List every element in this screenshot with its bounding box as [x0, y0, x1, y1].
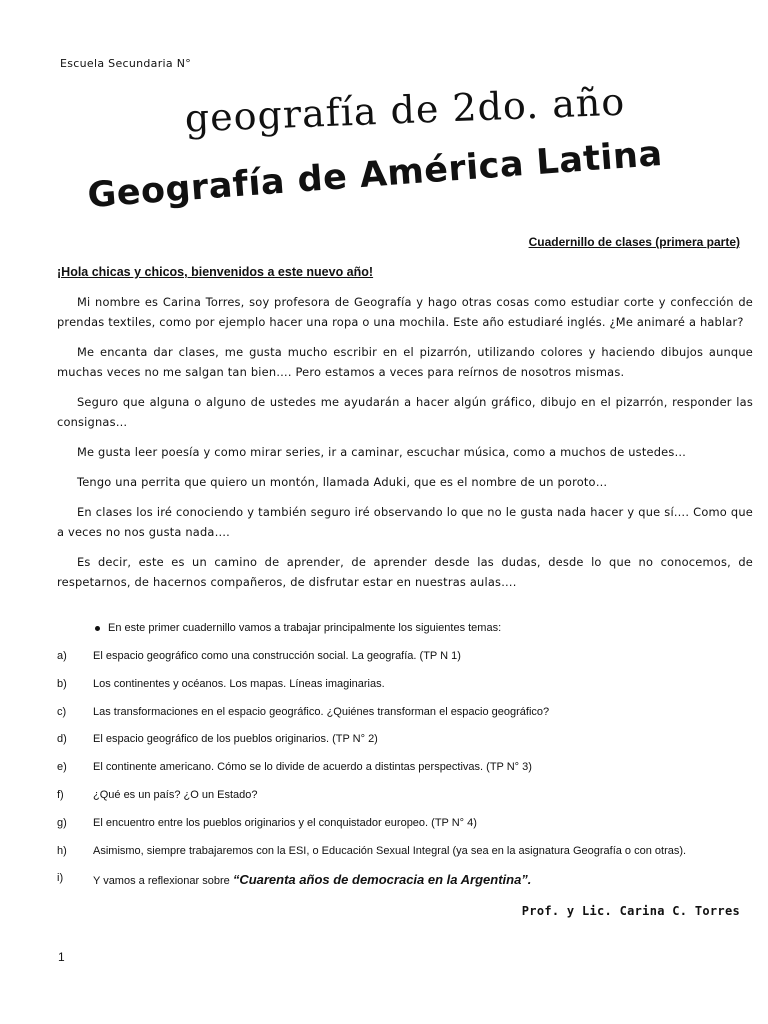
paragraph: Es decir, este es un camino de aprender, de aprender desde las dudas, desde lo que no conocemos, de respetarnos, de hacernos compañeros, de disfrutar estar en nuestras aulas….	[57, 555, 753, 589]
topics-list	[57, 622, 753, 900]
intro-paragraphs	[57, 292, 753, 602]
list-item-letter: d)	[57, 733, 67, 746]
paragraph: Me encanta dar clases, me gusta mucho escribir en el pizarrón, utilizando colores y haciendo dibujos aunque muchas veces no me salgan tan bien…. Pero estamos a veces para reírnos de nosotros mismas.	[57, 345, 753, 379]
page-title: geografía de 2do. año	[184, 79, 626, 141]
list-item-letter: a)	[57, 650, 67, 662]
list-item-letter: f)	[57, 788, 64, 801]
list-item	[57, 789, 753, 817]
list-item-letter: c)	[57, 705, 67, 718]
list-item	[57, 761, 753, 789]
greeting-heading: ¡Hola chicas y chicos, bienvenidos a este nuevo año!	[57, 265, 374, 279]
list-item-prefix: Y vamos a reflexionar sobre	[93, 875, 233, 888]
list-item-text: Las transformaciones en el espacio geográfico. ¿Quiénes transforman el espacio geográfico?	[93, 705, 550, 718]
list-item	[57, 733, 753, 761]
list-item-text: El encuentro entre los pueblos originarios y el conquistador europeo. (TP N° 4)	[93, 816, 477, 829]
page-subtitle: Geografía de América Latina	[86, 133, 664, 217]
list-item-text: El espacio geográfico como una construcción social. La geografía. (TP N 1)	[93, 650, 461, 662]
list-item-text: ¿Qué es un país? ¿O un Estado?	[93, 788, 258, 801]
page-number: 1	[58, 950, 65, 964]
list-item	[57, 706, 753, 734]
list-item-letter: b)	[57, 677, 67, 690]
paragraph: Me gusta leer poesía y como mirar series, ir a caminar, escuchar música, como a muchos de ustedes…	[77, 445, 687, 459]
bullet-icon	[95, 626, 100, 631]
list-item-text: Los continentes y océanos. Los mapas. Líneas imaginarias.	[93, 677, 385, 690]
paragraph: Seguro que alguna o alguno de ustedes me ayudarán a hacer algún gráfico, dibujo en el pizarrón, responder las consignas…	[57, 395, 753, 429]
topics-intro	[95, 622, 753, 650]
list-item-letter: e)	[57, 761, 67, 774]
democracy-quote: “Cuarenta años de democracia en la Argentina”.	[232, 872, 532, 888]
school-name: Escuela Secundaria N°	[60, 57, 192, 70]
list-item-text: Asimismo, siempre trabajaremos con la ESI, o Educación Sexual Integral (ya sea en la asignatura Geografía o con otras).	[93, 844, 687, 857]
list-item	[57, 872, 753, 900]
author-signature: Prof. y Lic. Carina C. Torres	[521, 904, 740, 918]
list-item-text: El continente americano. Cómo se lo divide de acuerdo a distintas perspectivas. (TP N° 3)	[93, 761, 532, 774]
list-item-letter: i)	[57, 872, 64, 885]
list-item-letter: h)	[57, 844, 67, 857]
notebook-label: Cuadernillo de clases (primera parte)	[528, 235, 740, 249]
paragraph: Tengo una perrita que quiero un montón, llamada Aduki, que es el nombre de un poroto…	[77, 475, 608, 489]
list-item	[57, 845, 753, 873]
list-item	[57, 817, 753, 845]
list-item-text: El espacio geográfico de los pueblos originarios. (TP N° 2)	[93, 733, 378, 746]
list-item-letter: g)	[57, 816, 67, 829]
list-item-text	[93, 872, 531, 900]
list-item	[57, 678, 753, 706]
topics-intro-text: En este primer cuadernillo vamos a trabajar principalmente los siguientes temas:	[108, 622, 502, 634]
paragraph: En clases los iré conociendo y también seguro iré observando lo que no le gusta nada hacer y que sí…. Como que a veces no nos gusta nada….	[57, 505, 753, 539]
list-item	[57, 650, 753, 678]
paragraph: Mi nombre es Carina Torres, soy profesora de Geografía y hago otras cosas como estudiar corte y confección de prendas textiles, como por ejemplo hacer una ropa o una mochila. Este año estudiaré inglés. ¿Me animaré a hablar?	[57, 295, 753, 329]
